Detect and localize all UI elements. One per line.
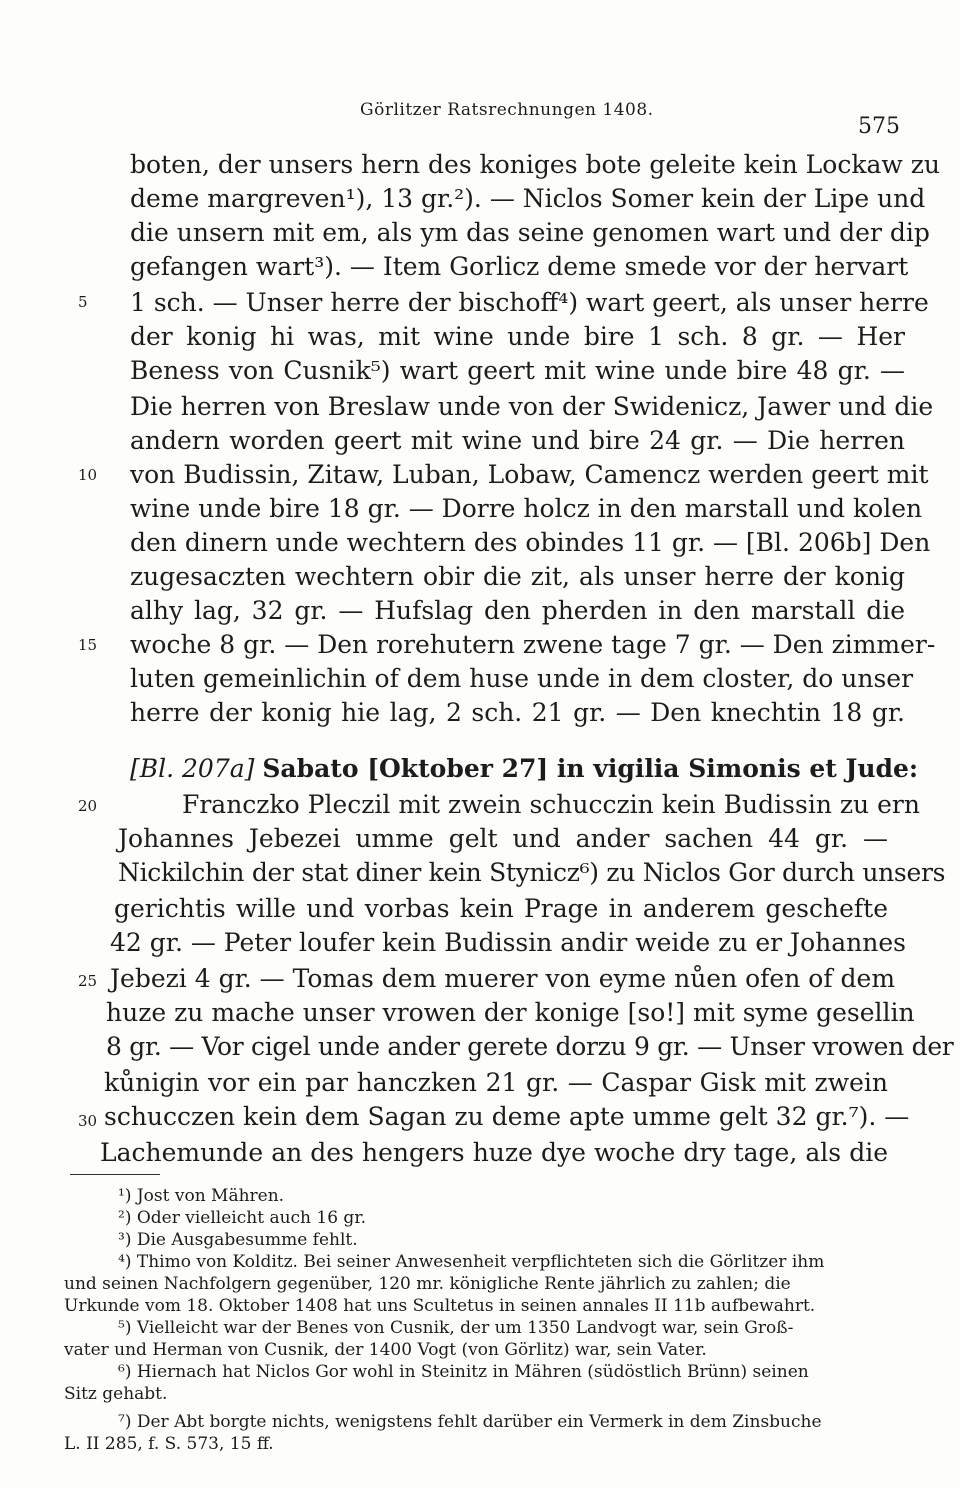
text-line: schucczen kein dem Sagan zu deme apte umme gelt 32 gr.⁷). — <box>104 1102 910 1131</box>
text-line: kůnigin vor ein par hanczken 21 gr. — Caspar Gisk mit zwein <box>104 1068 888 1097</box>
text-line: zugesaczten wechtern obir die zit, als unser herre der konig <box>130 562 905 591</box>
text-line: huze zu mache unser vrowen der konige [so!] mit syme gesellin <box>106 998 915 1027</box>
text-line: wine unde bire 18 gr. — Dorre holcz in den marstall und kolen <box>130 494 923 523</box>
text-line: herre der konig hie lag, 2 sch. 21 gr. — Den knechtin 18 gr. <box>130 698 905 727</box>
section-heading-line <box>130 754 919 784</box>
line-number: 5 <box>78 293 88 311</box>
text-line: gerichtis wille und vorbas kein Prage in anderem geschefte <box>114 894 888 923</box>
folio-reference: [Bl. 207a] <box>130 754 255 783</box>
footnote: Urkunde vom 18. Oktober 1408 hat uns Scultetus in seinen annales II 11b aufbewahrt. <box>64 1296 816 1316</box>
footnote: ³) Die Ausgabesumme fehlt. <box>118 1230 358 1250</box>
text-line: luten gemeinlichin of dem huse unde in dem closter, do unser <box>130 664 914 693</box>
footnote: und seinen Nachfolgern gegenüber, 120 mr. königliche Rente jährlich zu zahlen; die <box>64 1274 791 1294</box>
line-number: 30 <box>78 1112 98 1130</box>
footnote: ⁵) Vielleicht war der Benes von Cusnik, der um 1350 Landvogt war, sein Groß- <box>118 1318 794 1338</box>
footnote: L. II 285, f. S. 573, 15 ff. <box>64 1434 274 1454</box>
text-line: woche 8 gr. — Den rorehutern zwene tage 7 gr. — Den zimmer- <box>130 630 936 659</box>
footnote: ⁶) Hiernach hat Niclos Gor wohl in Steinitz in Mähren (südöstlich Brünn) seinen <box>118 1362 809 1382</box>
line-number: 15 <box>78 636 98 654</box>
text-line: Jebezi 4 gr. — Tomas dem muerer von eyme nůen ofen of dem <box>110 964 896 993</box>
text-line: die unsern mit em, als ym das seine genomen wart und der dip <box>130 218 930 247</box>
text-line: Lachemunde an des hengers huze dye woche dry tage, als die <box>100 1138 888 1167</box>
text-line: gefangen wart³). — Item Gorlicz deme smede vor der hervart <box>130 252 909 281</box>
text-line: alhy lag, 32 gr. — Hufslag den pherden in den marstall die <box>130 596 905 625</box>
line-number: 20 <box>78 797 98 815</box>
text-line: 42 gr. — Peter loufer kein Budissin andir weide zu er Johannes <box>110 928 906 957</box>
page-number: 575 <box>858 114 900 139</box>
running-header: Görlitzer Ratsrechnungen 1408. <box>360 100 654 120</box>
text-line: von Budissin, Zitaw, Luban, Lobaw, Camencz werden geert mit <box>130 460 929 489</box>
text-line: Franczko Pleczil mit zwein schucczin kein Budissin zu ern <box>182 790 920 819</box>
footnote: Sitz gehabt. <box>64 1384 168 1404</box>
footnote: ⁴) Thimo von Kolditz. Bei seiner Anwesenheit verpflichteten sich die Görlitzer ihm <box>118 1252 825 1272</box>
text-line: 1 sch. — Unser herre der bischoff⁴) wart geert, als unser herre <box>130 288 929 317</box>
text-line: Nickilchin der stat diner kein Stynicz⁶) zu Niclos Gor durch unsers <box>118 858 946 887</box>
line-number: 10 <box>78 466 98 484</box>
text-line: den dinern unde wechtern des obindes 11 gr. — [Bl. 206b] Den <box>130 528 931 557</box>
line-number: 25 <box>78 972 98 990</box>
text-line: Die herren von Breslaw unde von der Swidenicz, Jawer und die <box>130 392 934 421</box>
footnote: ⁷) Der Abt borgte nichts, wenigstens fehlt darüber ein Vermerk in dem Zinsbuche <box>118 1412 822 1432</box>
text-line: der konig hi was, mit wine unde bire 1 sch. 8 gr. — Her <box>130 322 905 351</box>
text-line: Johannes Jebezei umme gelt und ander sachen 44 gr. — <box>118 824 888 853</box>
footnote: vater und Herman von Cusnik, der 1400 Vogt (von Görlitz) war, sein Vater. <box>64 1340 707 1360</box>
text-line: boten, der unsers hern des koniges bote geleite kein Lockaw zu <box>130 150 941 179</box>
text-line: andern worden geert mit wine und bire 24 gr. — Die herren <box>130 426 905 455</box>
section-heading: Sabato [Oktober 27] in vigilia Simonis et Jude: <box>262 754 919 783</box>
footnote: ¹) Jost von Mähren. <box>118 1186 285 1206</box>
footnote-divider <box>70 1174 160 1175</box>
text-line: 8 gr. — Vor cigel unde ander gerete dorzu 9 gr. — Unser vrowen der <box>106 1032 954 1061</box>
text-line: deme margreven¹), 13 gr.²). — Niclos Somer kein der Lipe und <box>130 184 926 213</box>
footnote: ²) Oder vielleicht auch 16 gr. <box>118 1208 366 1228</box>
text-line: Beness von Cusnik⁵) wart geert mit wine unde bire 48 gr. — <box>130 356 905 385</box>
